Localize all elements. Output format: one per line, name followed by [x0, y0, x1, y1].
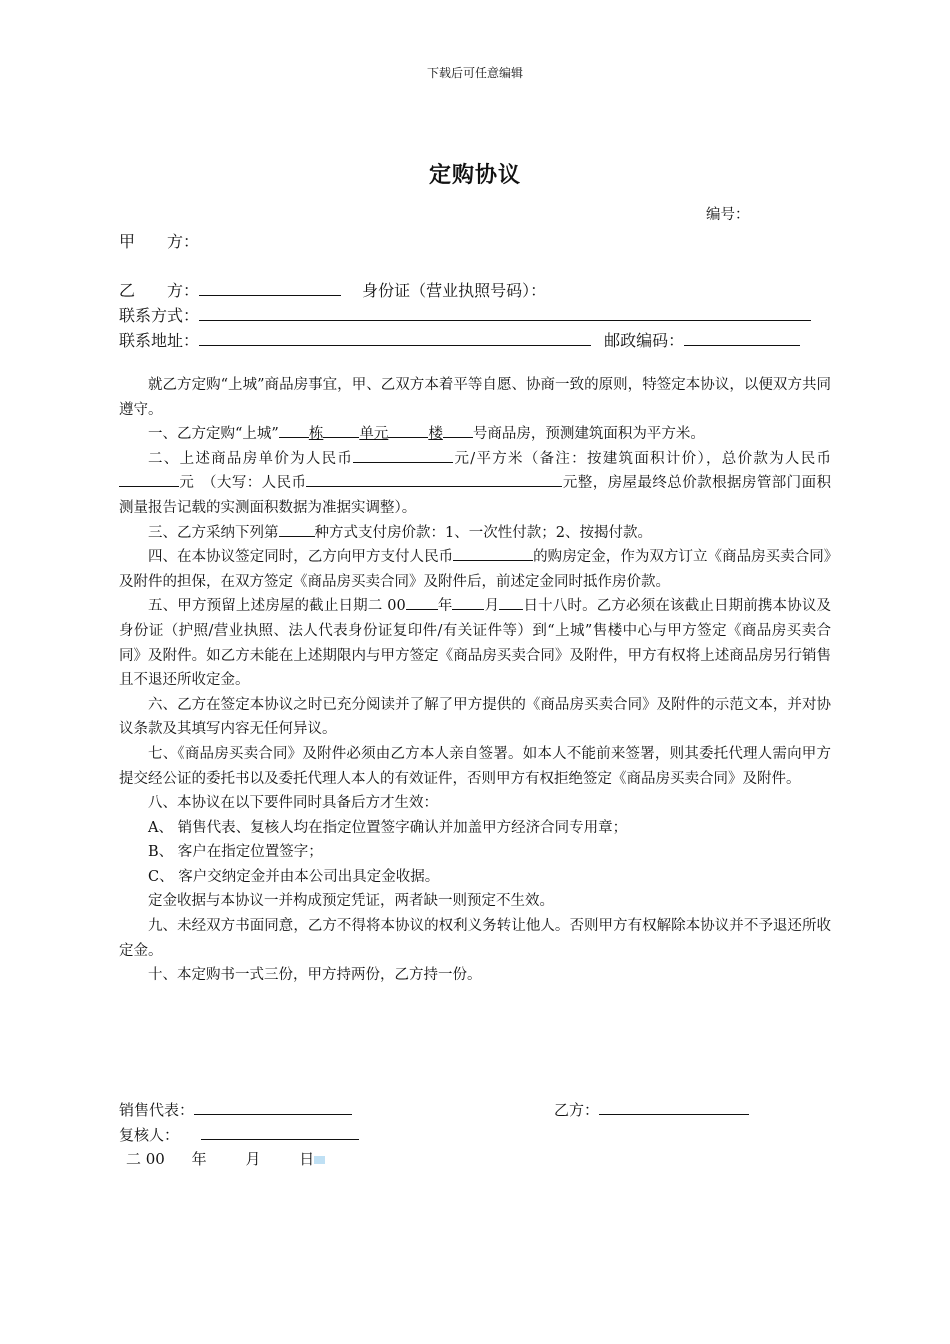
sales-rep-row [119, 1099, 352, 1120]
party-b-row [119, 278, 546, 301]
postcode-label: 邮政编码： [604, 331, 685, 350]
sales-rep-signature-field[interactable] [194, 1099, 352, 1115]
total-price-field[interactable] [119, 472, 179, 487]
reviewer-row [119, 1124, 359, 1145]
clause-4-text-2: 的购房定金，作为双方订立《商品房买卖合同》及附件的担保，在双方签定《商品房买卖合同》及附件后，前述定金同时抵作房价款。 [119, 549, 831, 590]
clause-6: 六、乙方在签定本协议之时已充分阅读并了解了甲方提供的《商品房买卖合同》及附件的示范文本，并对协议条款及其填写内容无任何异议。 [119, 696, 831, 738]
party-a-label: 甲 方： [119, 232, 200, 251]
party-b-sign-row [554, 1099, 749, 1120]
clause-8: 八、本协议在以下要件同时具备后方才生效： [148, 795, 438, 812]
deadline-year-field[interactable] [406, 595, 438, 610]
deposit-field[interactable] [453, 546, 533, 561]
contact-field[interactable] [199, 305, 811, 321]
clause-1-text-2: 号商品房，预测建筑面积为 [472, 426, 647, 443]
postcode-field[interactable] [684, 330, 800, 346]
clause-2-text: 二、上述商品房单价为人民币 [148, 450, 354, 467]
clause-8-note: 定金收据与本协议一并构成预定凭证，两者缺一则预定不生效。 [148, 893, 554, 910]
address-field[interactable] [199, 330, 591, 346]
building-field[interactable] [279, 423, 309, 438]
reviewer-signature-field[interactable] [201, 1124, 359, 1140]
clause-2-text-2: 元/平方米（备注：按建筑面积计价），总价款为人民币 [453, 450, 831, 467]
floor-field[interactable] [388, 423, 428, 438]
party-b-sign-label: 乙方： [554, 1101, 600, 1119]
id-label: 身份证（营业执照号码）： [362, 281, 547, 300]
page-title: 定购协议 [428, 162, 521, 188]
clause-3-text: 三、乙方采纳下列第 [148, 524, 279, 541]
clause-4 [119, 545, 831, 594]
clause-3-text-2: 种方式支付房价款：1、一次性付款；2、按揭付款。 [314, 524, 652, 541]
clause-8-item-a: A、 销售代表、复核人均在指定位置签字确认并加盖甲方经济合同专用章； [148, 819, 628, 836]
clause-5-text-2: 日十八时。乙方必须在该截止日期前携本协议及身份证（护照/营业执照、法人代表身份证复印件/有关证件等）到“上城”售楼中心与甲方签定《商品房买卖合同》及附件。如乙方未能在上述期限内与甲方签定《商品房买卖合同》及附件，甲方有权将上述商品房另行销售且不退还所收定金。 [119, 598, 832, 689]
agreement-body [119, 373, 831, 988]
address-row [119, 328, 800, 351]
date-year-prefix: 二 00 [126, 1150, 165, 1168]
unit-price-field[interactable] [353, 448, 453, 463]
clause-7: 七、《商品房买卖合同》及附件必须由乙方本人亲自签署。如本人不能前来签署，则其委托代理人需向甲方提交经公证的委托书以及委托代理人本人的有效证件，否则甲方有权拒绝签定《商品房买卖合同》及附件。 [119, 745, 831, 787]
selection-marker [314, 1156, 325, 1164]
header-note: 下载后可任意编辑 [426, 66, 523, 80]
clause-3 [119, 521, 831, 546]
clause-5 [119, 594, 831, 692]
floor-label: 楼 [428, 426, 443, 443]
payment-method-field[interactable] [279, 522, 315, 537]
intro-paragraph: 就乙方定购“上城”商品房事宜，甲、乙双方本着平等自愿、协商一致的原则，特签定本协议，以便双方共同遵守。 [119, 377, 831, 418]
clause-5-text: 五、甲方预留上述房屋的截止日期二 00 [148, 598, 406, 615]
date-day-label: 日 [299, 1150, 315, 1168]
reviewer-label: 复核人： [119, 1126, 180, 1144]
clause-2-text-3: 元 （大写：人民币 [179, 475, 307, 492]
total-price-words-field[interactable] [306, 472, 562, 487]
unit-label: 单元 [359, 426, 389, 443]
date-year-label: 年 [191, 1150, 207, 1168]
building-label: 栋 [308, 426, 324, 443]
contact-row [119, 303, 811, 326]
clause-9: 九、未经双方书面同意，乙方不得将本协议的权利义务转让他人。否则甲方有权解除本协议并不予退还所收定金。 [119, 918, 831, 959]
unit-field[interactable] [323, 423, 359, 438]
deadline-year-label: 年 [437, 598, 453, 615]
clause-8-item-c: C、 客户交纳定金并由本公司出具定金收据。 [148, 868, 440, 885]
clause-10: 十、本定购书一式三份，甲方持两份，乙方持一份。 [148, 967, 482, 984]
deadline-month-label: 月 [484, 598, 500, 615]
date-month-label: 月 [245, 1150, 261, 1168]
address-label: 联系地址： [119, 331, 200, 350]
clause-8-item-b: B、 客户在指定位置签字； [148, 844, 323, 861]
party-b-signature-field[interactable] [599, 1099, 749, 1115]
clause-1-text-3: 平方米。 [646, 426, 705, 443]
sales-rep-label: 销售代表： [119, 1101, 195, 1119]
clause-2 [119, 447, 831, 521]
sign-date-row [126, 1148, 325, 1169]
contact-label: 联系方式： [119, 306, 200, 325]
clause-4-text: 四、在本协议签定同时，乙方向甲方支付人民币 [148, 549, 454, 566]
party-b-label: 乙 方： [119, 281, 200, 300]
clause-1 [119, 422, 831, 447]
deadline-month-field[interactable] [452, 595, 484, 610]
serial-label: 编号： [706, 207, 750, 223]
deadline-day-field[interactable] [499, 595, 523, 610]
clause-1-text: 一、乙方定购“上城” [148, 426, 279, 443]
party-b-field[interactable] [199, 280, 341, 296]
room-field[interactable] [443, 423, 473, 438]
clause-2-text-4: 元整，房屋最终总价款根据房管部门面积测量报告记载的实测面积数据为准据实调整）。 [119, 475, 832, 516]
